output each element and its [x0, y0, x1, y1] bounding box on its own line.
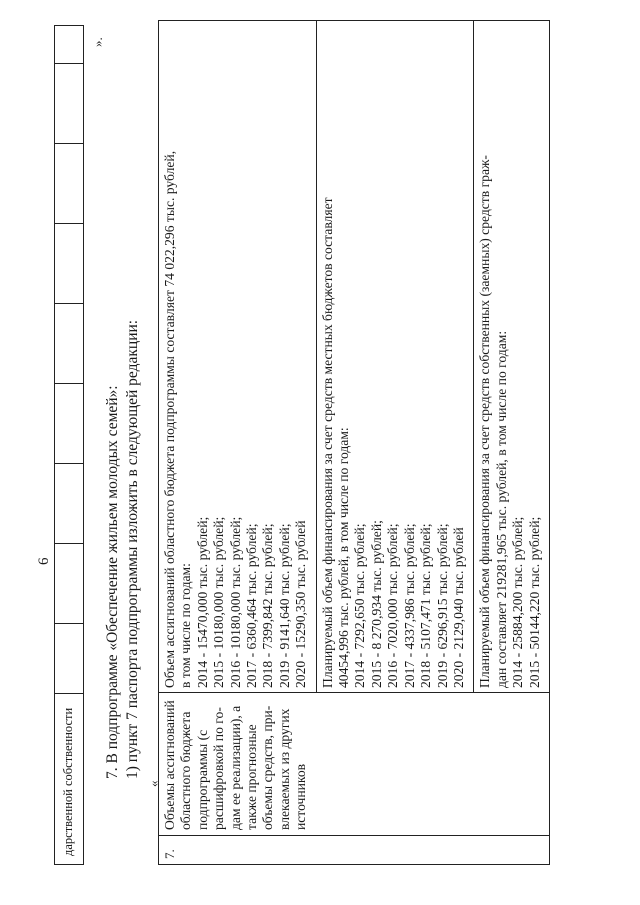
row-name-line: влекаемых из других	[276, 708, 292, 830]
closing-quote: ».	[90, 37, 105, 47]
text-line: 2017 - 6360,464 тыс. рублей;	[244, 523, 260, 688]
text-line: 2016 - 7020,000 тыс. рублей;	[385, 523, 401, 688]
row-name-cell	[159, 693, 550, 836]
citizens-funds-block	[473, 21, 549, 692]
passport-table	[158, 20, 550, 865]
text-line: 40454,996 тыс. рублей, в том числе по годам:	[336, 427, 352, 688]
opening-quote: «	[146, 780, 161, 787]
text-line: 2020 - 15290,350 тыс. рублей	[293, 520, 309, 688]
row-name-line: подпрограммы (с	[194, 729, 210, 830]
table-divider	[55, 463, 83, 464]
text-line: 2014 - 25884,200 тыс. рублей;	[510, 516, 526, 688]
text-line: 2019 - 9141,640 тыс. рублей;	[276, 523, 292, 688]
text-line: 2016 - 10180,000 тыс. рублей;	[227, 516, 243, 688]
previous-table-cell-text: дарственной собственности	[61, 707, 75, 856]
text-line: 2019 - 6296,915 тыс. рублей;	[434, 523, 450, 688]
row-name-line: областного бюджета	[178, 711, 194, 830]
row-name-line: источников	[293, 763, 309, 830]
text-line: 2020 - 2129,040 тыс. рублей	[450, 527, 466, 688]
text-line: Объем ассигнований областного бюджета подпрограммы составляет 74 022,296 тыс. рублей,	[162, 150, 177, 688]
row-name-line: расшифровкой по го-	[211, 707, 227, 830]
text-line: 2018 - 5107,471 тыс. рублей;	[418, 523, 434, 688]
text-line: 2015 - 8 270,934 тыс. рублей;	[368, 520, 384, 688]
table-divider	[55, 543, 83, 544]
row-name-line: Объемы ассигнований	[162, 700, 177, 830]
table-divider	[55, 143, 83, 144]
text-line: дан составляет 219281,965 тыс. рублей, в том числе по годам:	[493, 330, 509, 688]
row-name-line: дам ее реализации), а	[227, 705, 243, 830]
row-content-cell	[159, 21, 550, 693]
table-divider	[55, 63, 83, 64]
local-budget-block	[316, 21, 474, 692]
table-divider	[55, 693, 83, 694]
paragraph-subprogram: 7. В подпрограмме «Обеспечение жильем молодых семей»:	[104, 385, 121, 779]
row-number: 7.	[159, 836, 550, 865]
table-row	[159, 21, 550, 865]
page-number: 6	[36, 557, 52, 565]
text-line: 2015 - 50144,220 тыс. рублей;	[526, 516, 542, 688]
table-divider	[55, 303, 83, 304]
regional-budget-block	[159, 21, 316, 692]
table-divider	[55, 223, 83, 224]
text-line: в том числе по годам:	[178, 563, 194, 688]
row-name-line: объемы средств, при-	[260, 705, 276, 830]
text-line: 2014 - 15470,000 тыс. рублей;	[194, 516, 210, 688]
text-line: 2017 - 4337,986 тыс. рублей;	[401, 523, 417, 688]
paragraph-passport-item: 1) пункт 7 паспорта подпрограммы изложить в следующей редакции:	[124, 319, 141, 779]
text-line: Планируемый объем финансирования за счет средств собственных (заемных) средств граж-	[477, 155, 493, 688]
text-line: 2014 - 7292,650 тыс. рублей;	[352, 523, 368, 688]
text-line: 2018 - 7399,842 тыс. рублей;	[260, 523, 276, 688]
text-line: Планируемый объем финансирования за счет средств местных бюджетов составляет	[319, 197, 335, 688]
text-line: 2015 - 10180,000 тыс. рублей;	[211, 516, 227, 688]
previous-table-row	[54, 25, 84, 865]
row-name-line: также прогнозные	[244, 724, 260, 830]
table-divider	[55, 623, 83, 624]
table-divider	[55, 383, 83, 384]
